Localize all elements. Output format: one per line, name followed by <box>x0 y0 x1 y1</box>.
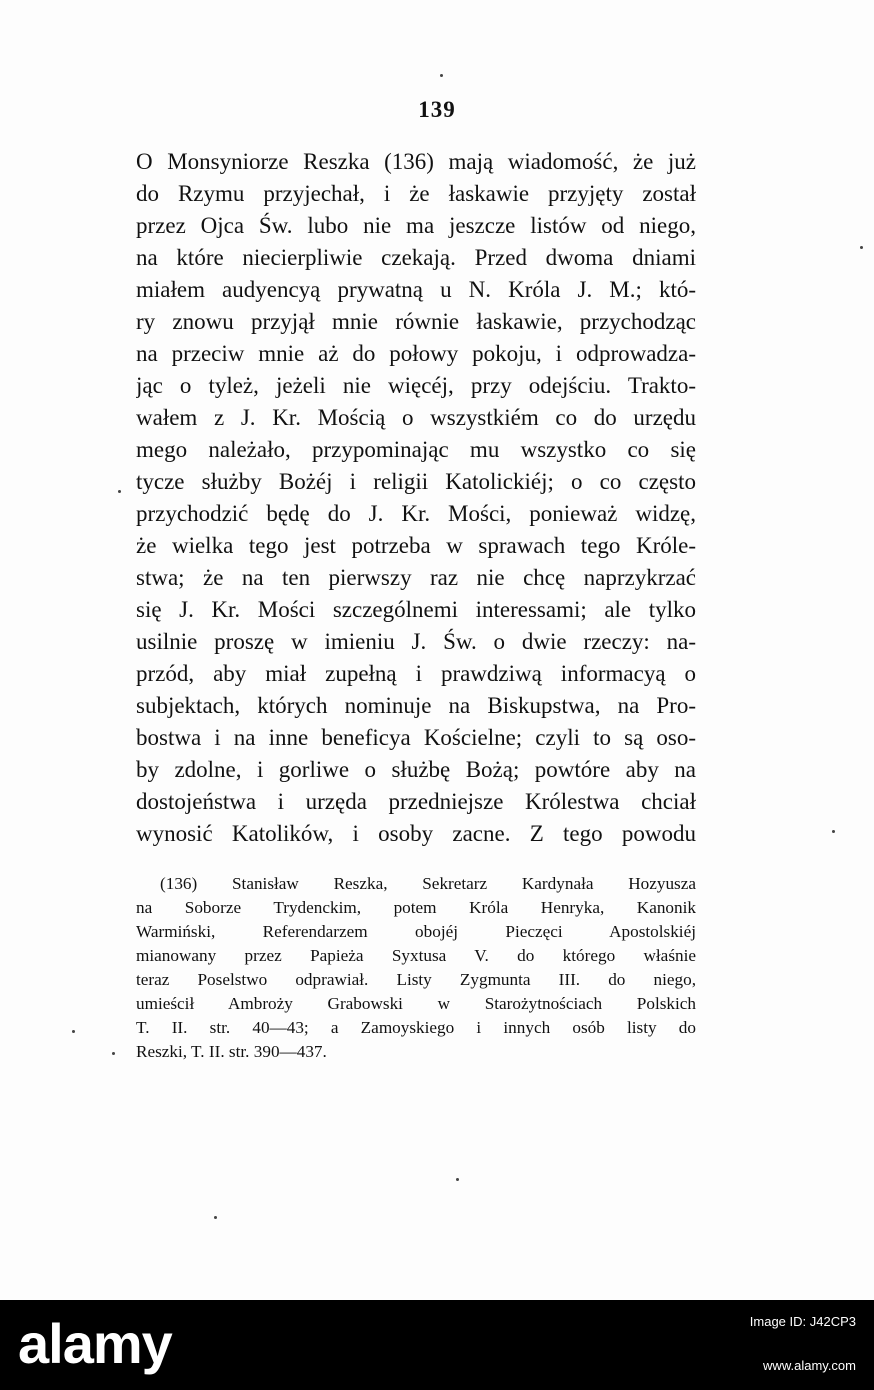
footnote-line: umieścił Ambroży Grabowski w Starożytnościach Polskich <box>136 994 696 1013</box>
body-line: na przeciw mnie aż do połowy pokoju, i odprowadza- <box>136 341 696 366</box>
footnote-line: teraz Poselstwo odprawiał. Listy Zygmunta III. do niego, <box>136 970 696 989</box>
scan-speck <box>112 1052 115 1055</box>
body-line: dostojeństwa i urzęda przedniejsze Królestwa chciał <box>136 789 696 814</box>
body-line: się J. Kr. Mości szczególnemi interessami; ale tylko <box>136 597 696 622</box>
watermark-image-id: Image ID: J42CP3 <box>749 1314 856 1329</box>
body-line: wałem z J. Kr. Mością o wszystkiém co do urzędu <box>136 405 696 430</box>
scan-speck <box>72 1030 75 1033</box>
body-line: jąc o tyleż, jeżeli nie więcéj, przy odejściu. Trakto- <box>136 373 696 398</box>
body-line: usilnie proszę w imieniu J. Św. o dwie rzeczy: na- <box>136 629 696 654</box>
body-line: subjektach, których nominuje na Biskupstwa, na Pro- <box>136 693 696 718</box>
body-line: by zdolne, i gorliwe o służbę Bożą; powtóre aby na <box>136 757 696 782</box>
body-line: wynosić Katolików, i osoby zacne. Z tego powodu <box>136 821 696 846</box>
body-line: stwa; że na ten pierwszy raz nie chcę naprzykrzać <box>136 565 696 590</box>
body-line: mego należało, przypominając mu wszystko co się <box>136 437 696 462</box>
body-line: przód, aby miał zupełną i prawdziwą informacyą o <box>136 661 696 686</box>
body-line: że wielka tego jest potrzeba w sprawach tego Króle- <box>136 533 696 558</box>
page-number: 139 <box>418 97 456 122</box>
watermark-url: www.alamy.com <box>763 1358 856 1373</box>
watermark-bar <box>0 1300 874 1390</box>
scan-speck <box>440 74 443 77</box>
body-text <box>136 146 696 850</box>
scan-speck <box>832 830 835 833</box>
body-line: tycze służby Bożéj i religii Katolickiéj; o co często <box>136 469 696 494</box>
footnote-line: Warmiński, Referendarzem obojéj Pieczęci Apostolskiéj <box>136 922 696 941</box>
footnote <box>136 872 696 1064</box>
scan-speck <box>860 246 863 249</box>
body-line: O Monsyniorze Reszka (136) mają wiadomość, że już <box>136 149 696 174</box>
body-line: miałem audyencyą prywatną u N. Króla J. M.; któ- <box>136 277 696 302</box>
body-line: bostwa i na inne beneficya Kościelne; czyli to są oso- <box>136 725 696 750</box>
body-line: na które niecierpliwie czekają. Przed dwoma dniami <box>136 245 696 270</box>
footnote-line: (136) Stanisław Reszka, Sekretarz Kardynała Hozyusza <box>160 874 696 893</box>
footnote-line: mianowany przez Papieża Syxtusa V. do którego właśnie <box>136 946 696 965</box>
watermark-logo: alamy <box>18 1312 172 1375</box>
body-line: przychodzić będę do J. Kr. Mości, ponieważ widzę, <box>136 501 696 526</box>
scan-speck <box>118 490 121 493</box>
scan-speck <box>214 1216 217 1219</box>
body-line: ry znowu przyjął mnie równie łaskawie, przychodząc <box>136 309 696 334</box>
footnote-line: na Soborze Trydenckim, potem Króla Henryka, Kanonik <box>136 898 696 917</box>
footnote-line: Reszki, T. II. str. 390—437. <box>136 1042 327 1061</box>
footnote-line: T. II. str. 40—43; a Zamoyskiego i innych osób listy do <box>136 1018 696 1037</box>
body-line: przez Ojca Św. lubo nie ma jeszcze listów od niego, <box>136 213 696 238</box>
body-line: do Rzymu przyjechał, i że łaskawie przyjęty został <box>136 181 696 206</box>
scan-speck <box>456 1178 459 1181</box>
